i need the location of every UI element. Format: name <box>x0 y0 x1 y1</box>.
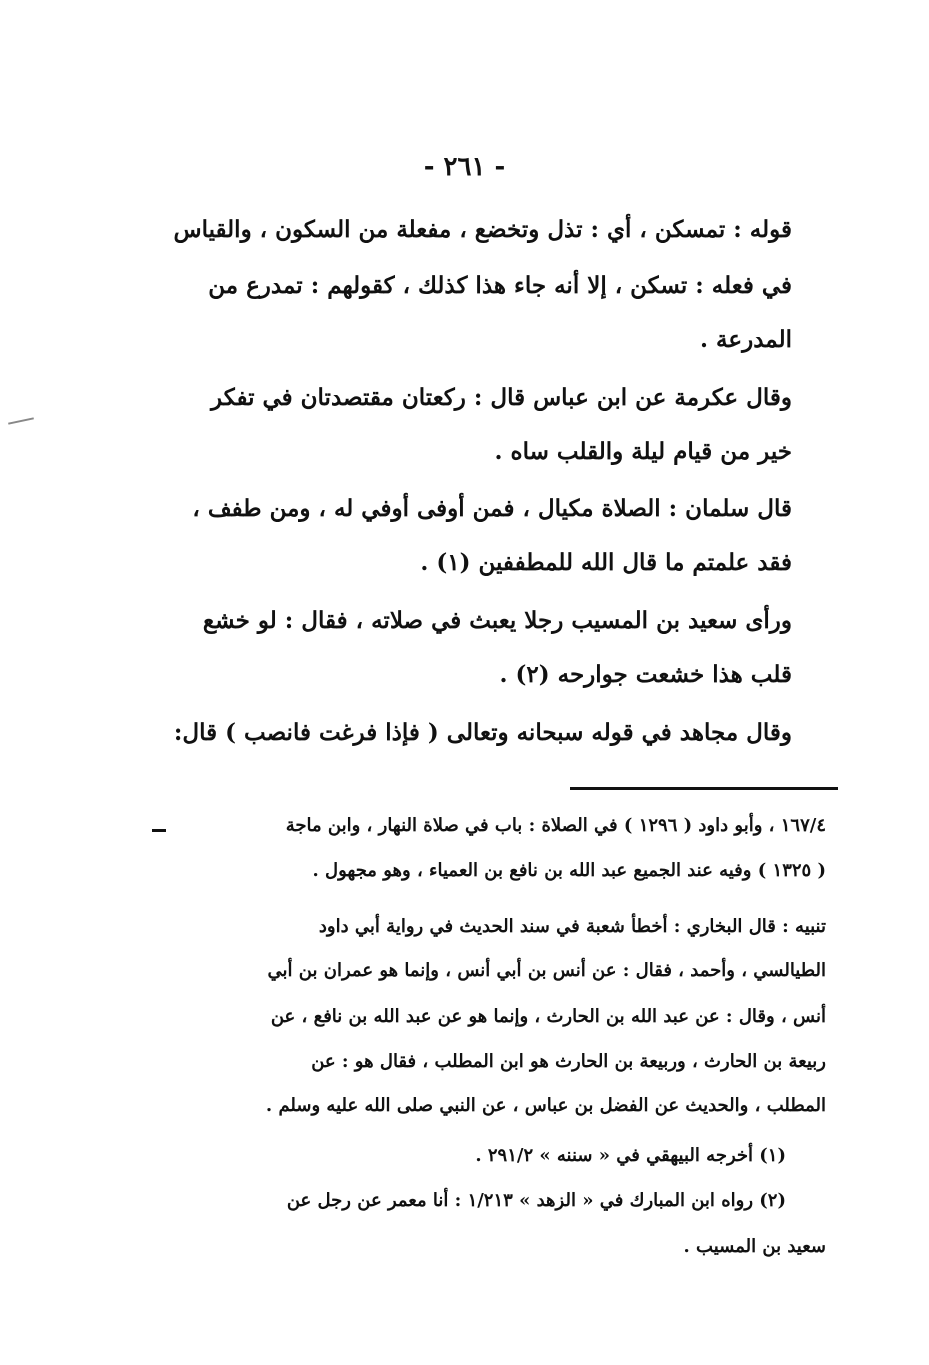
main-text-line: قوله : تمسكن ، أي : تذل وتخضع ، مفعلة من السكون ، والقياس <box>173 216 792 243</box>
main-text-line: وقال مجاهد في قوله سبحانه وتعالى ( فإذا فرغت فانصب ) قال: <box>173 719 792 746</box>
main-text-line: وقال عكرمة عن ابن عباس قال : ركعتان مقتصدتان في تفكر <box>211 384 792 411</box>
main-text-line: خير من قيام ليلة والقلب ساه . <box>494 438 792 465</box>
footnote-line: المطلب ، والحديث عن الفضل بن عباس ، عن النبي صلى الله عليه وسلم . <box>265 1095 826 1116</box>
main-text-line: المدرعة . <box>700 326 792 353</box>
main-text-line: في فعله : تسكن ، إلا أنه جاء هذا كذلك ، كقولهم : تمدرع من <box>208 272 792 299</box>
footnote-line: ( ١٣٢٥ ) وفيه عند الجميع عبد الله بن نافع بن العمياء ، وهو مجهول . <box>312 860 826 881</box>
main-text-line: فقد علمتم ما قال الله للمطففين (١) . <box>420 549 792 576</box>
footnote-separator <box>570 787 838 790</box>
footnote-line: (١) أخرجه البيهقي في « سننه » ٢٩١/٢ . <box>475 1145 786 1166</box>
footnote-line: تنبيه : قال البخاري : أخطأ شعبة في سند الحديث في رواية أبي داود <box>318 916 826 937</box>
footnote-line: الطيالسي ، وأحمد ، فقال : عن أنس بن أبي أنس ، وإنما هو عمران بن أبي <box>267 960 826 981</box>
footnote-line: ربيعة بن الحارث ، وربيعة بن الحارث هو ابن المطلب ، فقال هو : عن <box>311 1051 826 1072</box>
footnote-continuation-dash <box>152 829 166 832</box>
footnote-line: سعيد بن المسيب . <box>683 1236 826 1257</box>
main-text-line: قلب هذا خشعت جوارحه (٢) . <box>499 661 792 688</box>
footnote-line: أنس ، وقال : عن عبد الله بن الحارث ، وإنما هو عن عبد الله بن نافع ، عن <box>270 1006 826 1027</box>
footnote-line: (٢) رواه ابن المبارك في « الزهد » ١/٢١٣ : أنا معمر عن رجل عن <box>286 1190 786 1211</box>
margin-mark <box>8 417 34 424</box>
main-text-line: ورأى سعيد بن المسيب رجلا يعبث في صلاته ، فقال : لو خشع <box>202 607 792 634</box>
footnote-line: ١٦٧/٤ ، وأبو داود ( ١٢٩٦ ) في الصلاة : باب في صلاة النهار ، وابن ماجة <box>285 815 826 836</box>
main-text-line: قال سلمان : الصلاة مكيال ، فمن أوفى أوفي له ، ومن طفف ، <box>192 495 792 522</box>
page-number: - ٢٦١ - <box>423 152 506 182</box>
